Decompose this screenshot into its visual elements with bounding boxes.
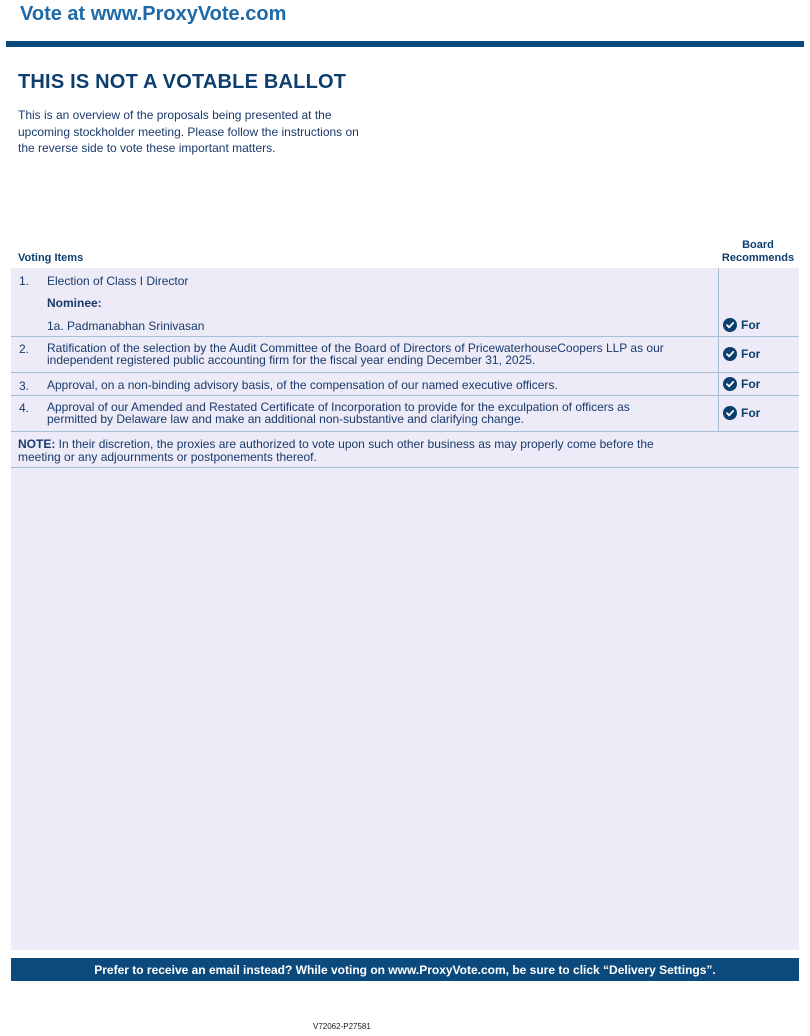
check-circle-icon bbox=[723, 347, 737, 361]
note-text: In their discretion, the proxies are authorized to vote upon such other business as may properly come before the bbox=[55, 437, 654, 451]
item-number: 4. bbox=[19, 401, 30, 415]
recommendation-label: For bbox=[741, 347, 761, 361]
header-divider bbox=[6, 41, 804, 47]
item-text-line: independent registered public accounting firm for the fiscal year ending December 31, 2025. bbox=[47, 353, 536, 367]
intro-line: the reverse side to vote these important matters. bbox=[18, 141, 276, 155]
item-number: 1. bbox=[19, 274, 30, 288]
row-divider bbox=[11, 467, 799, 468]
note-line: meeting or any adjournments or postponements thereof. bbox=[18, 449, 317, 464]
recommendation-label: For bbox=[741, 318, 761, 332]
item-number: 2. bbox=[19, 342, 30, 356]
voting-items-header: Voting Items bbox=[18, 252, 84, 264]
note-label: NOTE: bbox=[18, 437, 56, 451]
proxyvote-title: Vote at www.ProxyVote.com bbox=[20, 3, 287, 25]
item-text: Approval, on a non-binding advisory basis, of the compensation of our named executive officers. bbox=[47, 378, 558, 392]
delivery-settings-banner: Prefer to receive an email instead? While voting on www.ProxyVote.com, be sure to click “Delivery Settings”. bbox=[11, 958, 799, 981]
recommend-column-divider bbox=[718, 268, 719, 432]
recommendation-for bbox=[723, 318, 760, 332]
item-text bbox=[47, 342, 713, 366]
ballot-panel bbox=[11, 268, 799, 950]
nominee-name: 1a. Padmanabhan Srinivasan bbox=[47, 319, 205, 333]
item-text-line: Ratification of the selection by the Audit Committee of the Board of Directors of PricewaterhouseCoopers LLP as our bbox=[47, 341, 664, 355]
item-text-line: Approval of our Amended and Restated Certificate of Incorporation to provide for the exculpation of officers as bbox=[47, 400, 630, 414]
intro-line: upcoming stockholder meeting. Please follow the instructions on bbox=[18, 124, 359, 139]
check-circle-icon bbox=[723, 406, 737, 420]
item-text-line: permitted by Delaware law and make an additional non-substantive and clarifying change. bbox=[47, 412, 524, 426]
recommendation-label: For bbox=[741, 377, 761, 391]
row-divider bbox=[11, 431, 799, 432]
ballot-note bbox=[18, 438, 713, 463]
check-circle-icon bbox=[723, 377, 737, 391]
board-header-line: Board bbox=[742, 239, 774, 251]
board-recommends-header bbox=[718, 239, 798, 265]
row-divider bbox=[11, 395, 799, 396]
check-circle-icon bbox=[723, 318, 737, 332]
item-text: Election of Class I Director bbox=[47, 274, 189, 288]
recommendation-for bbox=[723, 377, 760, 391]
ballot-heading: THIS IS NOT A VOTABLE BALLOT bbox=[18, 71, 347, 93]
intro-paragraph bbox=[18, 107, 398, 157]
intro-line: This is an overview of the proposals being presented at the bbox=[18, 108, 332, 122]
recommendation-label: For bbox=[741, 406, 761, 420]
recommendation-for bbox=[723, 406, 760, 420]
row-divider bbox=[11, 372, 799, 373]
board-header-line: Recommends bbox=[721, 252, 795, 264]
recommendation-for bbox=[723, 347, 760, 361]
note-line bbox=[18, 438, 713, 451]
item-number: 3. bbox=[19, 379, 30, 393]
nominee-label: Nominee: bbox=[47, 296, 102, 310]
row-divider bbox=[11, 336, 799, 337]
document-code: V72062-P27581 bbox=[313, 1022, 371, 1031]
item-text bbox=[47, 401, 713, 425]
